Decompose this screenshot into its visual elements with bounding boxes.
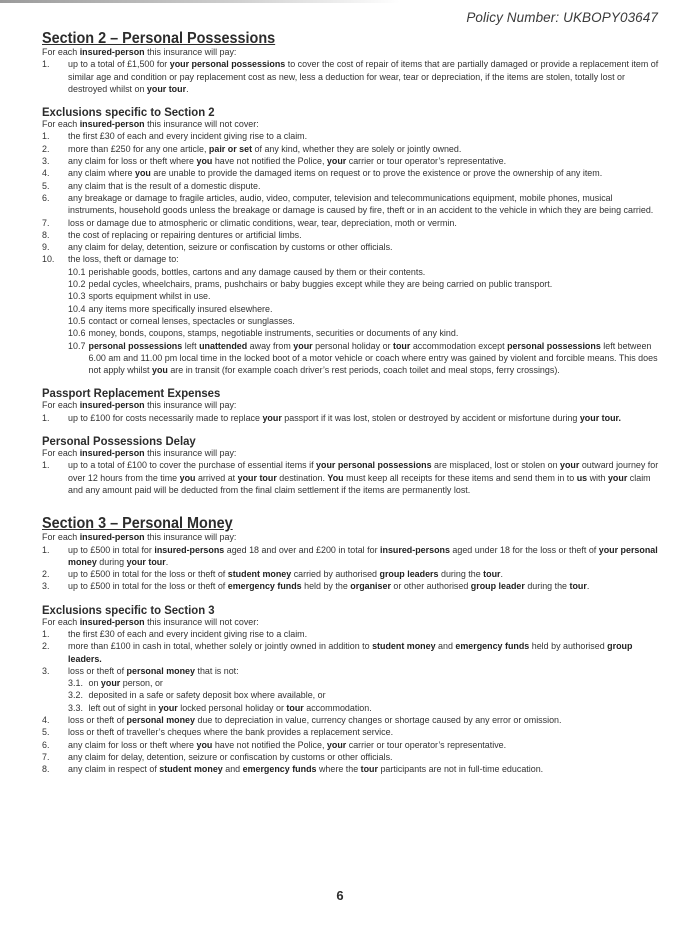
item-number: 8.: [42, 764, 50, 776]
list-item: [42, 545, 662, 570]
section-intro: [42, 400, 662, 412]
list-item: [42, 181, 662, 193]
sub-item-number: 3.2.: [68, 690, 83, 702]
intro-term: insured-person: [79, 616, 145, 628]
sub-list-item: [68, 316, 662, 328]
item-number: 1.: [42, 544, 50, 556]
item-number: 2.: [42, 569, 50, 581]
section-intro: [42, 448, 662, 460]
sub-item-text: on your person, or: [88, 678, 163, 690]
item-text: up to £500 in total for the loss or theft of emergency funds held by the organiser or other authorised group leader during the tour.: [68, 581, 590, 593]
item-text: the first £30 of each and every incident giving rise to a claim.: [68, 628, 308, 640]
sub-list-item: [68, 291, 662, 303]
list-item: [42, 59, 662, 96]
sub-list-item: [68, 267, 662, 279]
intro-text: this insurance will pay:: [144, 532, 237, 544]
sub-item-number: 10.2: [68, 279, 86, 291]
item-text: any claim for delay, detention, seizure or confiscation by customs or other officials.: [68, 242, 393, 254]
item-number: 1.: [42, 131, 50, 143]
section-intro: [42, 617, 662, 629]
scan-edge-artifact: [0, 0, 400, 3]
document-body: [42, 30, 662, 786]
list-item: [42, 218, 662, 230]
list-item: [42, 131, 662, 143]
item-text: up to £500 in total for insured-persons aged 18 and over and £200 in total for insured-persons aged under 18 for the loss or theft of your personal money during your tour.: [68, 544, 658, 568]
list-item: [42, 764, 662, 776]
list-item: [42, 666, 662, 715]
intro-text: For each: [42, 616, 80, 628]
item-text: any breakage or damage to fragile articles, audio, video, computer, television and telecommunications equipment, mobile phones, musical instruments, household goods unless the breakage or damage is caused by fire, theft or in an accident to the vehicle in which they are being carried.: [68, 192, 654, 217]
item-text: any claim that is the result of a domestic dispute.: [68, 180, 261, 192]
item-text: any claim in respect of student money and emergency funds where the tour participants are not in full-time education.: [68, 764, 544, 776]
list-item: [42, 629, 662, 641]
sub-item-text: sports equipment whilst in use.: [88, 291, 211, 303]
sub-item-text: perishable goods, bottles, cartons and any damage caused by them or their contents.: [88, 266, 426, 278]
list-item: [42, 460, 662, 497]
subsection-title: Exclusions specific to Section 3: [42, 602, 215, 617]
item-list: [42, 545, 662, 594]
item-number: 8.: [42, 229, 50, 241]
item-number: 4.: [42, 715, 50, 727]
sub-item-list: [68, 678, 662, 715]
item-text: up to £500 in total for the loss or theft of student money carried by authorised group leaders during the tour.: [68, 569, 503, 581]
sub-list-item: [68, 328, 662, 340]
sub-item-number: 3.1.: [68, 678, 83, 690]
sub-list-item: [68, 703, 662, 715]
item-text: loss or theft of personal money that is not:: [68, 665, 239, 677]
item-number: 6.: [42, 739, 50, 751]
item-number: 3.: [42, 665, 50, 677]
item-number: 9.: [42, 242, 50, 254]
item-number: 4.: [42, 168, 50, 180]
section-title: Section 3 – Personal Money: [42, 515, 233, 533]
item-text: the first £30 of each and every incident giving rise to a claim.: [68, 131, 308, 143]
item-number: 2.: [42, 641, 50, 653]
item-number: 7.: [42, 751, 50, 763]
sub-item-number: 10.3: [68, 291, 86, 303]
section-title: Section 2 – Personal Possessions: [42, 30, 276, 47]
intro-text: this insurance will not cover:: [144, 119, 259, 131]
list-item: [42, 254, 662, 377]
subsection-title: Personal Possessions Delay: [42, 434, 196, 449]
intro-text: For each: [42, 400, 80, 412]
sub-item-text: contact or corneal lenses, spectacles or sunglasses.: [88, 315, 295, 327]
item-text: up to a total of £100 to cover the purchase of essential items if your personal possessions are misplaced, lost or stolen on your outward journey for over 12 hours from the time you arrived at your tour destination. You must keep all receipts for these items and send them in to us with your claim and any amount paid will be deducted from the final claim settlement if the items are permanently lost.: [68, 460, 659, 496]
item-text: the loss, theft or damage to:: [68, 254, 179, 266]
item-text: more than £100 in cash in total, whether solely or jointly owned in addition to student money and emergency funds held by authorised group leaders.: [68, 641, 633, 665]
item-number: 7.: [42, 217, 50, 229]
sub-list-item: [68, 279, 662, 291]
item-text: loss or theft of traveller’s cheques where the bank provides a replacement service.: [68, 727, 394, 739]
passport-replacement-expenses: [42, 386, 662, 425]
item-list: [42, 460, 662, 497]
sub-item-text: money, bonds, coupons, stamps, negotiable instruments, securities or documents of any kind.: [88, 328, 459, 340]
intro-text: For each: [42, 119, 80, 131]
list-item: [42, 156, 662, 168]
list-item: [42, 230, 662, 242]
list-item: [42, 413, 662, 425]
personal-possessions-delay: [42, 434, 662, 497]
section-intro: [42, 532, 662, 544]
item-text: more than £250 for any one article, pair or set of any kind, whether they are solely or jointly owned.: [68, 143, 462, 155]
list-item: [42, 641, 662, 666]
intro-term: insured-person: [79, 400, 145, 412]
section-3-personal-money: [42, 515, 662, 593]
item-list: [42, 629, 662, 777]
section-2-personal-possessions: [42, 30, 662, 96]
list-item: [42, 569, 662, 581]
item-text: the cost of replacing or repairing dentures or artificial limbs.: [68, 229, 302, 241]
item-number: 5.: [42, 180, 50, 192]
item-text: any claim for delay, detention, seizure or confiscation by customs or other officials.: [68, 751, 393, 763]
item-list: [42, 59, 662, 96]
intro-text: this insurance will not cover:: [144, 616, 259, 628]
sub-item-number: 10.7: [68, 340, 86, 352]
sub-list-item: [68, 678, 662, 690]
item-number: 3.: [42, 156, 50, 168]
sub-item-text: pedal cycles, wheelchairs, prams, pushchairs or baby buggies except while they are being carried on public transport.: [88, 279, 553, 291]
item-text: up to £100 for costs necessarily made to replace your passport if it was lost, stolen or destroyed by accident or misfortune during your tour.: [68, 412, 621, 424]
intro-text: For each: [42, 448, 80, 460]
section-intro: [42, 47, 662, 59]
intro-term: insured-person: [79, 119, 145, 131]
sub-item-number: 10.6: [68, 328, 86, 340]
item-text: any claim where you are unable to provide the damaged items on request or to prove the existence or prove the ownership of any item.: [68, 168, 603, 180]
sub-item-number: 3.3.: [68, 702, 83, 714]
intro-text: this insurance will pay:: [144, 448, 237, 460]
list-item: [42, 242, 662, 254]
sub-item-number: 10.5: [68, 315, 86, 327]
item-text: loss or damage due to atmospheric or climatic conditions, wear, tear, depreciation, moth or vermin.: [68, 217, 457, 229]
sub-item-number: 10.4: [68, 303, 86, 315]
item-number: 1.: [42, 59, 50, 71]
sub-item-text: deposited in a safe or safety deposit box where available, or: [88, 690, 326, 702]
item-list: [42, 131, 662, 377]
list-item: [42, 740, 662, 752]
sub-list-item: [68, 304, 662, 316]
item-text: up to a total of £1,500 for your personal possessions to cover the cost of repair of items that are partially damaged or provide a replacement item of similar age and condition or pay replacement cost as new, less a deduction for wear, tear or depreciation, if the items are stolen, totally lost or destroyed whilst on your tour.: [68, 59, 659, 95]
sub-item-text: any items more specifically insured elsewhere.: [88, 303, 273, 315]
sub-item-number: 10.1: [68, 266, 86, 278]
item-number: 1.: [42, 460, 50, 472]
item-number: 5.: [42, 727, 50, 739]
list-item: [42, 715, 662, 727]
item-text: any claim for loss or theft where you have not notified the Police, your carrier or tour operator’s representative.: [68, 739, 507, 751]
subsection-title: Exclusions specific to Section 2: [42, 105, 215, 120]
intro-term: insured-person: [79, 47, 145, 58]
item-number: 3.: [42, 581, 50, 593]
subsection-title: Passport Replacement Expenses: [42, 386, 221, 401]
exclusions-section-2: [42, 105, 662, 377]
sub-item-list: [68, 267, 662, 378]
sub-item-text: left out of sight in your locked personal holiday or tour accommodation.: [88, 702, 372, 714]
item-number: 1.: [42, 628, 50, 640]
section-intro: [42, 119, 662, 131]
intro-term: insured-person: [79, 448, 145, 460]
list-item: [42, 168, 662, 180]
intro-text: this insurance will pay:: [144, 400, 237, 412]
intro-text: this insurance will pay:: [144, 47, 237, 58]
item-list: [42, 413, 662, 425]
exclusions-section-3: [42, 603, 662, 777]
item-number: 1.: [42, 412, 50, 424]
sub-list-item: [68, 690, 662, 702]
item-text: any claim for loss or theft where you have not notified the Police, your carrier or tour operator’s representative.: [68, 156, 507, 168]
list-item: [42, 727, 662, 739]
item-number: 10.: [42, 254, 55, 266]
policy-number: Policy Number: UKBOPY03647: [466, 10, 658, 25]
intro-term: insured-person: [79, 532, 145, 544]
list-item: [42, 144, 662, 156]
list-item: [42, 581, 662, 593]
item-number: 6.: [42, 192, 50, 204]
intro-text: For each: [42, 47, 80, 58]
item-text: loss or theft of personal money due to depreciation in value, currency changes or shortage caused by any error or omission.: [68, 715, 562, 727]
sub-item-text: personal possessions left unattended away from your personal holiday or tour accommodation except personal possessions left between 6.00 am and 11.00 pm local time in the locked boot of a motor vehicle or coach where entry was gained by violent and forcible means. This does not apply whilst you are in transit (for example coach driver’s rest periods, coach toilet and meal stops, ferry crossings).: [88, 340, 658, 377]
list-item: [42, 752, 662, 764]
page-number: 6: [336, 888, 344, 903]
item-number: 2.: [42, 143, 50, 155]
intro-text: For each: [42, 532, 80, 544]
sub-list-item: [68, 341, 662, 378]
list-item: [42, 193, 662, 218]
